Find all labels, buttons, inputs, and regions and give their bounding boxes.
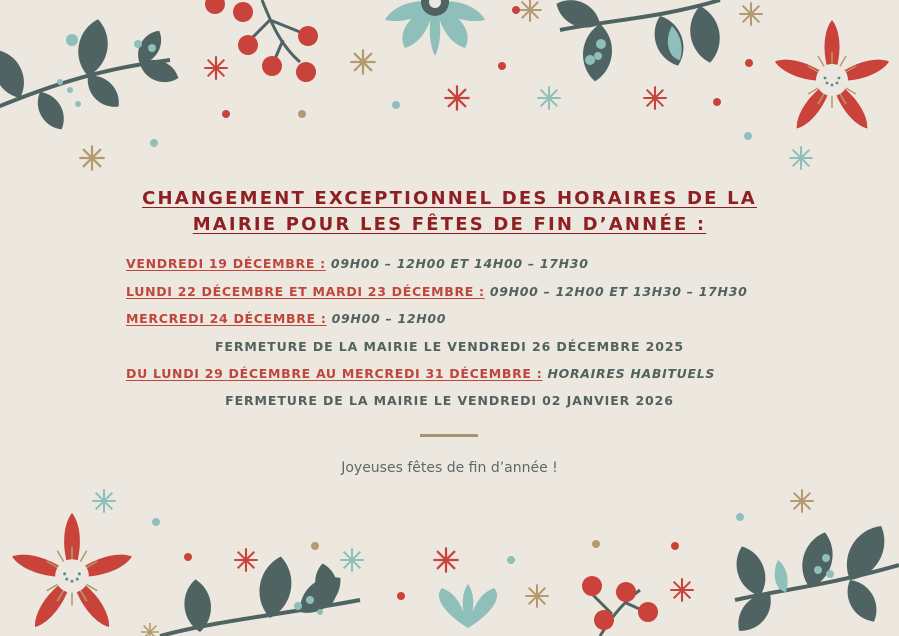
poinsettia-icon — [439, 584, 497, 628]
poinsettia-icon — [385, 0, 485, 56]
berries-icon — [582, 576, 658, 636]
schedule-date: MERCREDI 24 DÉCEMBRE : — [126, 311, 327, 326]
notice-title — [0, 186, 899, 238]
schedule-date: DU LUNDI 29 DÉCEMBRE AU MERCREDI 31 DÉCEMBRE : — [126, 366, 543, 381]
holly-leaves-icon — [160, 554, 360, 636]
schedule-row — [126, 284, 748, 304]
schedule-hours: HORAIRES HABITUELS — [547, 366, 716, 381]
berries-icon — [205, 0, 318, 82]
schedule-row — [126, 366, 715, 386]
closure-notice: FERMETURE DE LA MAIRIE LE VENDREDI 02 JANVIER 2026 — [225, 393, 674, 408]
notice-title-line2: MAIRIE POUR LES FÊTES DE FIN D’ANNÉE : — [192, 214, 707, 235]
poinsettia-icon — [10, 513, 135, 632]
closure-notice: FERMETURE DE LA MAIRIE LE VENDREDI 26 DÉCEMBRE 2025 — [214, 339, 685, 354]
holly-leaves-icon — [0, 17, 182, 135]
notice-title-line1: CHANGEMENT EXCEPTIONNEL DES HORAIRES DE LA — [142, 188, 757, 209]
schedule-hours: 09H00 – 12H00 ET 14H00 – 17H30 — [330, 256, 589, 271]
divider — [420, 434, 478, 437]
poinsettia-icon — [773, 20, 892, 133]
holly-leaves-icon — [551, 0, 724, 83]
schedule-date: VENDREDI 19 DÉCEMBRE : — [126, 256, 326, 271]
greeting: Joyeuses fêtes de fin d’année ! — [341, 460, 558, 476]
schedule-row — [126, 311, 446, 331]
holly-leaves-icon — [730, 518, 899, 636]
schedule-hours: 09H00 – 12H00 ET 13H30 – 17H30 — [489, 284, 748, 299]
schedule-hours: 09H00 – 12H00 — [331, 311, 447, 326]
schedule-date: LUNDI 22 DÉCEMBRE ET MARDI 23 DÉCEMBRE : — [126, 284, 485, 299]
schedule-row — [126, 256, 589, 276]
